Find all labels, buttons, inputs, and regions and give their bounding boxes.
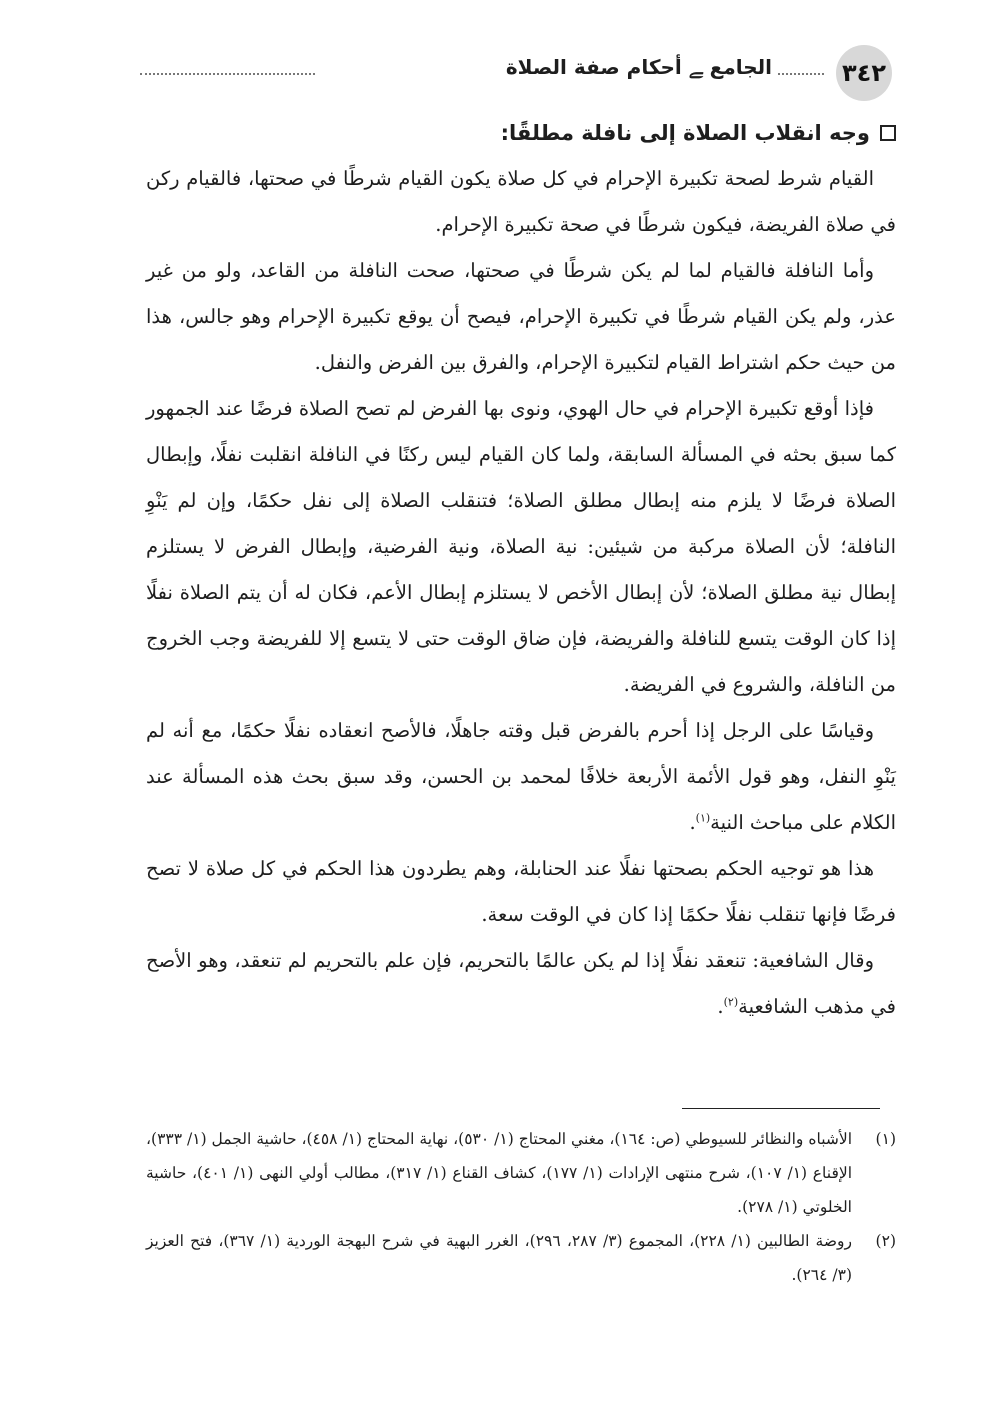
- footnote: [146, 1122, 896, 1224]
- paragraph: وأما النافلة فالقيام لما لم يكن شرطًا في صحتها، صحت النافلة من القاعد، ولو من غير عذر، ولم يكن القيام شرطًا في تكبيرة الإحرام، فيصح أن يوقع تكبيرة الإحرام وهو جالس، هذا من حيث حكم اشتراط القيام لتكبيرة الإحرام، والفرق بين الفرض والنفل.: [146, 259, 896, 374]
- footnote: [146, 1224, 896, 1292]
- footnote-separator: [682, 1108, 880, 1109]
- footnote-ref[interactable]: (١): [695, 811, 711, 825]
- section-heading: [146, 110, 896, 156]
- section-heading-text: وجه انقلاب الصلاة إلى نافلة مطلقًا:: [500, 121, 870, 145]
- footnote-number: (٢): [875, 1232, 896, 1250]
- header-dotted-rule-left: [140, 73, 315, 75]
- paragraph-end-dot: .: [717, 995, 724, 1018]
- paragraph: هذا هو توجيه الحكم بصحتها نفلًا عند الحنابلة، وهم يطردون هذا الحكم في كل صلاة لا تصح فرضًا فإنها تنقلب نفلًا حكمًا إذا كان في الوقت سعة.: [146, 857, 896, 926]
- main-text: [146, 110, 896, 1030]
- page-number: ٣٤٢: [836, 45, 892, 101]
- footnote-text: روضة الطالبين (١/ ٢٢٨)، المجموع (٣/ ٢٨٧، ٢٩٦)، الغرر البهية في شرح البهجة الوردية (١/ ٣٦٧)، فتح العزيز (٣/ ٢٦٤).: [146, 1232, 852, 1284]
- paragraph-text: وقال الشافعية: تنعقد نفلًا إذا لم يكن عالمًا بالتحريم، فإن علم بالتحريم لم تنعقد، وهو الأصح في مذهب الشافعية: [146, 949, 896, 1018]
- paragraph-end-dot: .: [689, 811, 696, 834]
- header-dotted-rule-right: [778, 73, 824, 75]
- page-header: [140, 45, 892, 101]
- paragraph: القيام شرط لصحة تكبيرة الإحرام في كل صلاة يكون القيام شرطًا في صحتها، فالقيام ركن في صلاة الفريضة، فيكون شرطًا في صحة تكبيرة الإحرام.: [146, 167, 896, 236]
- paragraph: فإذا أوقع تكبيرة الإحرام في حال الهوي، ونوى بها الفرض لم تصح الصلاة فرضًا عند الجمهور كما سبق بحثه في المسألة السابقة، ولما كان القيام ليس ركنًا في النافلة انقلبت نفلًا، وإبطال الصلاة فرضًا لا يلزم منه إبطال مطلق الصلاة؛ فتنقلب الصلاة إلى نفل حكمًا، وإن لم يَنْوِ النافلة؛ لأن الصلاة مركبة من شيئين: نية الصلاة، ونية الفرضية، وإبطال الفرض لا يستلزم إبطال نية مطلق الصلاة؛ لأن إبطال الأخص لا يستلزم إبطال الأعم، فكان له أن يتم الصلاة نفلًا إذا كان الوقت يتسع للنافلة والفريضة، فإن ضاق الوقت حتى لا يتسع إلا للفريضة وجب الخروج من النافلة، والشروع في الفريضة.: [146, 397, 896, 696]
- running-title: الجامع ﮯ أحكام صفة الصلاة: [505, 55, 772, 79]
- square-bullet-icon: [880, 125, 896, 141]
- footnote-number: (١): [875, 1130, 896, 1148]
- paragraph-text: وقياسًا على الرجل إذا أحرم بالفرض قبل وقته جاهلًا، فالأصح انعقاده نفلًا حكمًا، مع أنه لم يَنْوِ النفل، وهو قول الأئمة الأربعة خلافًا لمحمد بن الحسن، وقد سبق بحث هذه المسألة عند الكلام على مباحث النية: [146, 719, 896, 834]
- paragraph: [146, 708, 896, 846]
- footnotes: [146, 1122, 896, 1292]
- footnote-text: الأشباه والنظائر للسيوطي (ص: ١٦٤)، مغني المحتاج (١/ ٥٣٠)، نهاية المحتاج (١/ ٤٥٨)، حاشية الجمل (١/ ٣٣٣)، الإقناع (١/ ١٠٧)، شرح منتهى الإرادات (١/ ١٧٧)، كشاف القناع (١/ ٣١٧)، مطالب أولي النهى (١/ ٤٠١)، حاشية الخلوتي (١/ ٢٧٨).: [146, 1130, 853, 1216]
- footnote-ref[interactable]: (٢): [723, 995, 739, 1009]
- paragraph: [146, 938, 896, 1030]
